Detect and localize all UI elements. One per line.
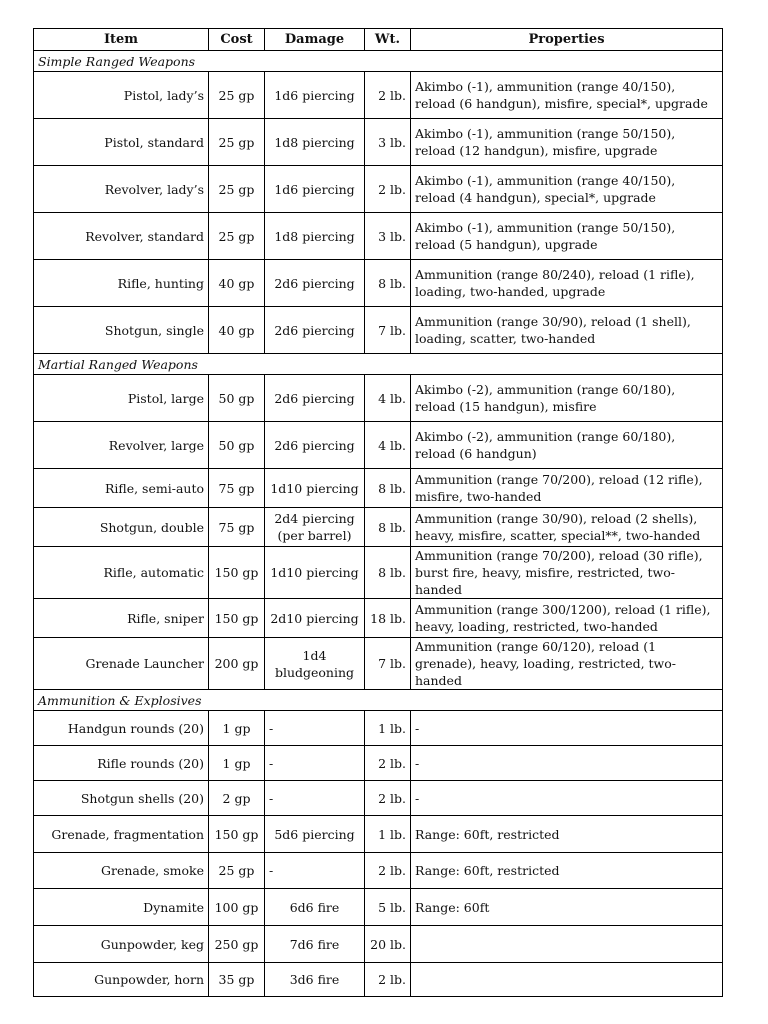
table-row [34,422,723,469]
cell-damage: 2d6 piercing [265,260,365,307]
section-title: Simple Ranged Weapons [34,51,723,72]
table-row [34,816,723,853]
cell-wt: 2 lb. [365,853,411,889]
cell-wt: 8 lb. [365,547,411,599]
cell-wt: 2 lb. [365,963,411,997]
cell-damage: 7d6 fire [265,926,365,963]
cell-damage: 2d6 piercing [265,375,365,422]
cell-wt: 1 lb. [365,816,411,853]
table-row [34,926,723,963]
cell-damage: 1d4 bludgeoning [265,638,365,690]
table-header-row [34,29,723,51]
cell-item: Rifle, semi-auto [34,469,209,508]
cell-damage: 1d10 piercing [265,547,365,599]
cell-properties: Ammunition (range 70/200), reload (12 rifle), misfire, two-handed [411,469,723,508]
cell-cost: 200 gp [209,638,265,690]
header-cost: Cost [209,29,265,51]
cell-damage: - [265,746,365,781]
cell-wt: 3 lb. [365,213,411,260]
cell-item: Pistol, lady’s [34,72,209,119]
cell-item: Grenade, smoke [34,853,209,889]
cell-wt: 2 lb. [365,166,411,213]
table-row [34,72,723,119]
cell-properties: Range: 60ft, restricted [411,816,723,853]
cell-cost: 25 gp [209,166,265,213]
cell-cost: 40 gp [209,307,265,354]
cell-wt: 8 lb. [365,260,411,307]
cell-properties: Ammunition (range 80/240), reload (1 rifle), loading, two-handed, upgrade [411,260,723,307]
cell-damage: - [265,711,365,746]
cell-wt: 2 lb. [365,72,411,119]
table-row [34,853,723,889]
cell-item: Rifle, sniper [34,599,209,638]
cell-item: Dynamite [34,889,209,926]
cell-damage: 3d6 fire [265,963,365,997]
table-row [34,746,723,781]
cell-wt: 2 lb. [365,781,411,816]
cell-damage: - [265,853,365,889]
table-row [34,781,723,816]
table-row [34,375,723,422]
cell-wt: 3 lb. [365,119,411,166]
cell-cost: 35 gp [209,963,265,997]
cell-cost: 250 gp [209,926,265,963]
cell-cost: 1 gp [209,711,265,746]
cell-wt: 18 lb. [365,599,411,638]
cell-properties [411,926,723,963]
cell-cost: 100 gp [209,889,265,926]
cell-cost: 25 gp [209,72,265,119]
cell-properties [411,963,723,997]
cell-item: Handgun rounds (20) [34,711,209,746]
cell-properties: Akimbo (-1), ammunition (range 50/150), reload (5 handgun), upgrade [411,213,723,260]
section-header-simple-ranged [34,51,723,72]
cell-properties: Akimbo (-1), ammunition (range 50/150), reload (12 handgun), misfire, upgrade [411,119,723,166]
section-header-martial-ranged [34,354,723,375]
cell-properties: Ammunition (range 30/90), reload (1 shell), loading, scatter, two-handed [411,307,723,354]
cell-cost: 50 gp [209,375,265,422]
cell-wt: 4 lb. [365,422,411,469]
table-row [34,119,723,166]
table-row [34,889,723,926]
cell-cost: 2 gp [209,781,265,816]
cell-wt: 7 lb. [365,638,411,690]
cell-item: Rifle, automatic [34,547,209,599]
cell-damage: - [265,781,365,816]
cell-item: Revolver, standard [34,213,209,260]
cell-properties: - [411,746,723,781]
cell-cost: 25 gp [209,119,265,166]
cell-properties: - [411,781,723,816]
cell-cost: 150 gp [209,599,265,638]
cell-damage: 5d6 piercing [265,816,365,853]
cell-item: Shotgun, single [34,307,209,354]
table-row [34,599,723,638]
cell-properties: Ammunition (range 300/1200), reload (1 rifle), heavy, loading, restricted, two-handed [411,599,723,638]
header-properties: Properties [411,29,723,51]
header-item: Item [34,29,209,51]
cell-item: Revolver, lady’s [34,166,209,213]
cell-properties: Akimbo (-1), ammunition (range 40/150), reload (4 handgun), special*, upgrade [411,166,723,213]
cell-damage: 2d4 piercing (per barrel) [265,508,365,547]
cell-properties: Akimbo (-2), ammunition (range 60/180), reload (15 handgun), misfire [411,375,723,422]
cell-properties: Akimbo (-1), ammunition (range 40/150), reload (6 handgun), misfire, special*, upgrade [411,72,723,119]
table-row [34,508,723,547]
cell-cost: 25 gp [209,213,265,260]
table-row [34,260,723,307]
cell-cost: 75 gp [209,508,265,547]
cell-cost: 150 gp [209,816,265,853]
cell-item: Shotgun shells (20) [34,781,209,816]
cell-wt: 5 lb. [365,889,411,926]
cell-damage: 1d8 piercing [265,119,365,166]
cell-item: Rifle, hunting [34,260,209,307]
cell-damage: 1d6 piercing [265,166,365,213]
cell-wt: 7 lb. [365,307,411,354]
table-row [34,547,723,599]
cell-damage: 1d10 piercing [265,469,365,508]
section-header-ammunition-explosives [34,690,723,711]
cell-damage: 2d6 piercing [265,307,365,354]
cell-properties: Range: 60ft [411,889,723,926]
cell-properties: Range: 60ft, restricted [411,853,723,889]
cell-item: Pistol, large [34,375,209,422]
cell-wt: 1 lb. [365,711,411,746]
cell-item: Grenade, fragmentation [34,816,209,853]
cell-wt: 2 lb. [365,746,411,781]
cell-item: Grenade Launcher [34,638,209,690]
header-wt: Wt. [365,29,411,51]
cell-item: Rifle rounds (20) [34,746,209,781]
table-row [34,307,723,354]
cell-damage: 2d6 piercing [265,422,365,469]
cell-item: Gunpowder, horn [34,963,209,997]
cell-cost: 50 gp [209,422,265,469]
cell-cost: 40 gp [209,260,265,307]
cell-wt: 4 lb. [365,375,411,422]
table-row [34,469,723,508]
cell-cost: 1 gp [209,746,265,781]
cell-damage: 1d8 piercing [265,213,365,260]
cell-wt: 20 lb. [365,926,411,963]
cell-wt: 8 lb. [365,469,411,508]
cell-damage: 1d6 piercing [265,72,365,119]
header-damage: Damage [265,29,365,51]
cell-properties: - [411,711,723,746]
cell-wt: 8 lb. [365,508,411,547]
cell-damage: 2d10 piercing [265,599,365,638]
table-row [34,213,723,260]
table-row [34,638,723,690]
cell-cost: 25 gp [209,853,265,889]
cell-item: Shotgun, double [34,508,209,547]
cell-properties: Ammunition (range 70/200), reload (30 rifle), burst fire, heavy, misfire, restricted, two-handed [411,547,723,599]
cell-damage: 6d6 fire [265,889,365,926]
cell-item: Pistol, standard [34,119,209,166]
weapons-table-container [33,28,722,997]
section-title: Ammunition & Explosives [34,690,723,711]
table-row [34,166,723,213]
table-row [34,963,723,997]
cell-item: Revolver, large [34,422,209,469]
cell-properties: Ammunition (range 60/120), reload (1 grenade), heavy, loading, restricted, two-handed [411,638,723,690]
table-row [34,711,723,746]
cell-item: Gunpowder, keg [34,926,209,963]
cell-cost: 150 gp [209,547,265,599]
section-title: Martial Ranged Weapons [34,354,723,375]
cell-cost: 75 gp [209,469,265,508]
cell-properties: Ammunition (range 30/90), reload (2 shells), heavy, misfire, scatter, special**, two-handed [411,508,723,547]
weapons-table [33,28,723,997]
cell-properties: Akimbo (-2), ammunition (range 60/180), reload (6 handgun) [411,422,723,469]
